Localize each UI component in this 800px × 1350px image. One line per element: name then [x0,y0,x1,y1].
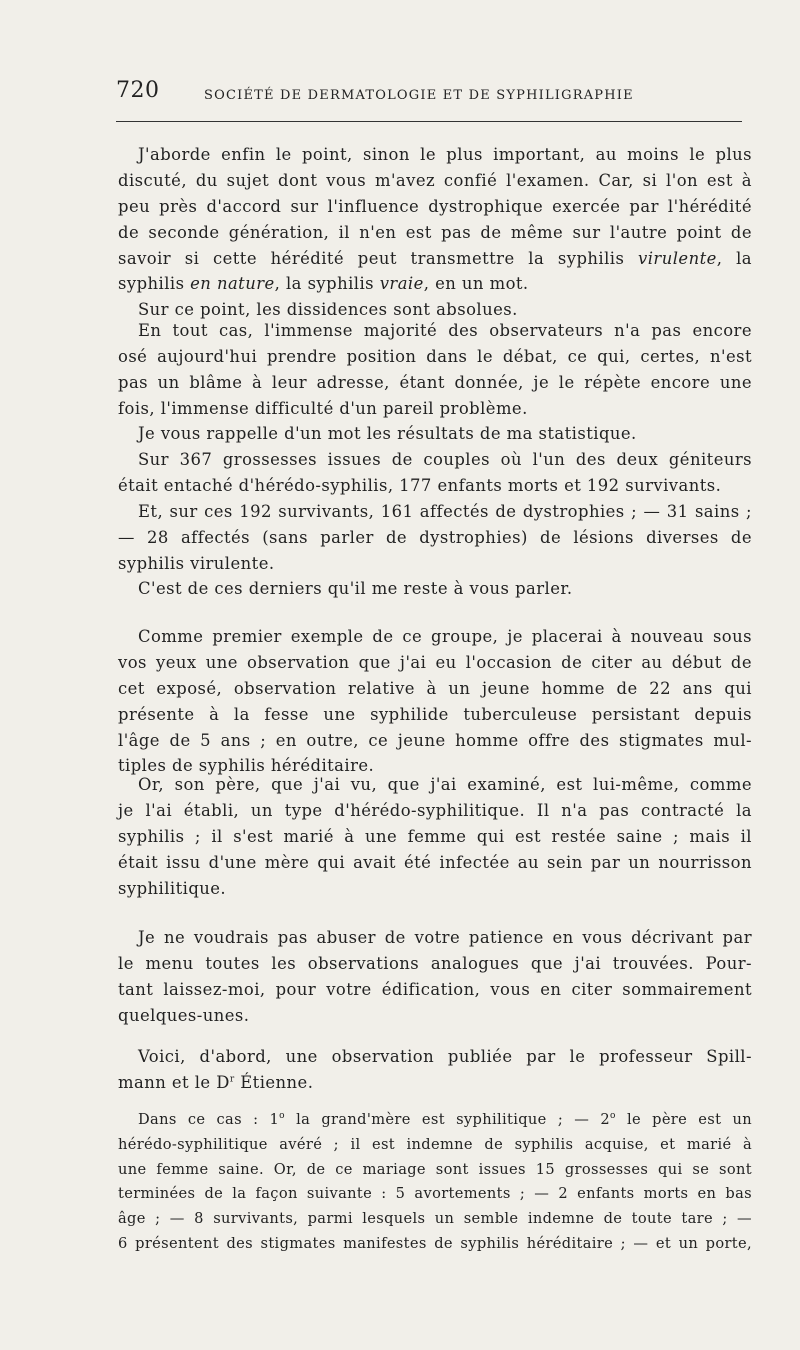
text-line: vos yeux une observation que j'ai eu l'occasion de citer au début de [118,652,752,672]
text-line: J'aborde enfin le point, sinon le plus important, au moins le plus [138,145,752,164]
paragraph-first-example [118,624,752,779]
text-line: Je ne voudrais pas abuser de votre patience en vous décrivant par [138,928,752,947]
running-title: SOCIÉTÉ DE DERMATOLOGIE ET DE SYPHILIGRAPHIE [204,88,634,103]
text-line: syphilis ; il s'est marié à une femme qui est restée saine ; mais il [118,826,752,846]
paragraph-father [118,772,752,901]
italic-term: virulente [638,248,717,268]
text-line: savoir si cette hérédité peut transmettre la syphilis virulente, la [118,248,753,268]
paragraph-main-question [118,142,752,297]
paragraph-statistics-intro [118,421,752,447]
text-line: syphilis en nature, la syphilis vraie, en un mot. [118,274,529,294]
text-line: était issu d'une mère qui avait été infectée au sein par un nourrisson [118,852,752,872]
header-rule [116,121,742,122]
paragraph-spillmann [118,1044,752,1096]
text-line: l'âge de 5 ans ; en outre, ce jeune homme offre des stigmates mul- [118,730,752,750]
text-line: hérédo-syphilitique avéré ; il est indemne de syphilis acquise, et marié à [118,1135,752,1153]
italic-term: en nature [190,274,275,294]
text-line: cet exposé, observation relative à un jeune homme de 22 ans qui [118,678,752,698]
text-line: le menu toutes les observations analogues que j'ai trouvées. Pour- [118,953,752,973]
text-line: quelques-unes. [118,1005,250,1025]
paragraph-case-details [118,1108,752,1257]
text-line: pas un blâme à leur adresse, étant donnée, je le répète encore une [118,372,752,392]
text-line: fois, l'immense difficulté d'un pareil problème. [118,398,528,418]
text-line: terminées de la façon suivante : 5 avortements ; — 2 enfants morts en bas [118,1185,752,1203]
text-line: une femme saine. Or, de ce mariage sont issues 15 grossesses qui se sont [118,1160,752,1178]
paragraph-majority [118,318,752,422]
text-line: Et, sur ces 192 survivants, 161 affectés de dystrophies ; — 31 sains ; [138,502,752,521]
text-line: Sur 367 grossesses issues de couples où l'un des deux géniteurs [138,450,752,469]
paragraph-statistics [118,447,752,499]
text-line: présente à la fesse une syphilide tuberculeuse persistant depuis [118,704,752,724]
text-line: Je vous rappelle d'un mot les résultats de ma statistique. [138,424,637,443]
text-line: mann et le $D^r$ Étienne. [118,1072,314,1092]
text-line: âge ; — 8 survivants, parmi lesquels un semble indemne de toute tare ; — [118,1210,752,1228]
text-line: était entaché d'hérédo-syphilis, 177 enfants morts et 192 survivants. [118,475,722,495]
text-line: syphilis virulente. [118,553,275,573]
text-line: Dans ce cas : 1$^o$ la grand'mère est syphilitique ; — 2$^o$ le père est un [138,1111,752,1128]
paragraph-survivors [118,499,752,577]
text-line: — 28 affectés (sans parler de dystrophies) de lésions diverses de [118,527,752,547]
paragraph-patience [118,925,752,1029]
text-line: tiples de syphilis héréditaire. [118,756,375,776]
paragraph-transition [118,576,752,602]
text-line: C'est de ces derniers qu'il me reste à vous parler. [138,579,573,598]
text-line: tant laissez-moi, pour votre édification, vous en citer sommairement [118,979,752,999]
text-line: de seconde génération, il n'en est pas de même sur l'autre point de [118,222,752,242]
text-line: 6 présentent des stigmates manifestes de syphilis héréditaire ; — et un porte, [118,1234,752,1252]
text-line: Voici, d'abord, une observation publiée par le professeur Spill- [138,1047,752,1066]
text-line: Sur ce point, les dissidences sont absolues. [138,300,518,319]
text-line: peu près d'accord sur l'influence dystrophique exercée par l'hérédité [118,196,752,216]
text-line: je l'ai établi, un type d'hérédo-syphilitique. Il n'a pas contracté la [118,800,752,820]
page-number: 720 [116,78,160,103]
text-line: osé aujourd'hui prendre position dans le débat, ce qui, certes, n'est [118,346,752,366]
page-header [116,78,752,110]
italic-term: vraie [379,274,424,294]
text-line: Comme premier exemple de ce groupe, je placerai à nouveau sous [138,627,752,646]
text-line: En tout cas, l'immense majorité des observateurs n'a pas encore [138,321,752,340]
text-line: syphilitique. [118,878,227,898]
text-line: discuté, du sujet dont vous m'avez confié l'examen. Car, si l'on est à [118,170,752,190]
text-line: Or, son père, que j'ai vu, que j'ai examiné, est lui-même, comme [138,775,752,794]
